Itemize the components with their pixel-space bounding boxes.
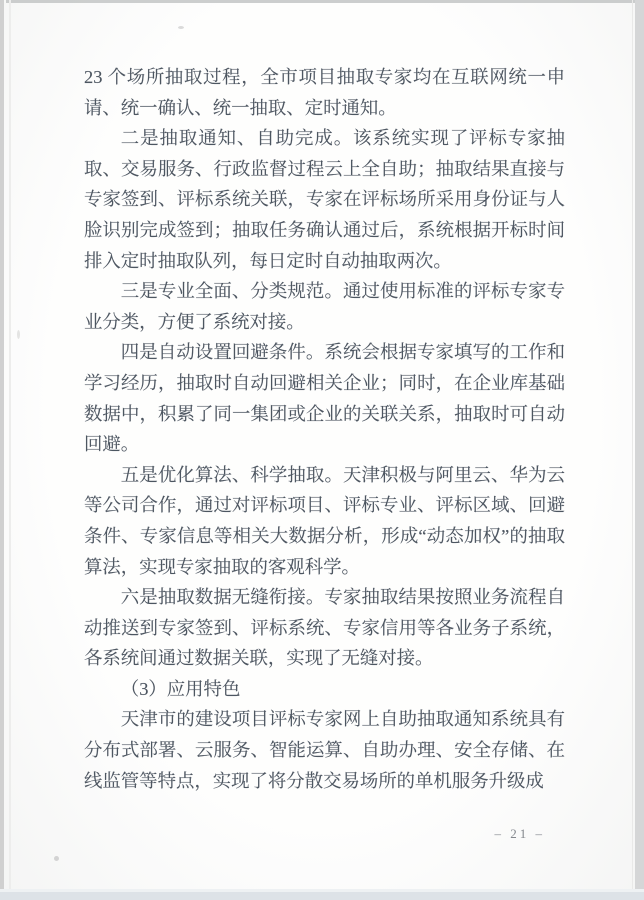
scan-edge-left (0, 0, 4, 900)
paragraph: 二是抽取通知、自助完成。该系统实现了评标专家抽取、交易服务、行政监督过程云上全自助；抽取结果直接与专家签到、评标系统关联，专家在评标场所采用身份证与人脸识别完成签到；抽取任务确认通过后，系统根据开标时间排入定时抽取队列，每日定时自动抽取两次。 (84, 128, 565, 271)
scan-edge-right (635, 0, 644, 900)
page-number: – 21 – (494, 826, 545, 841)
scan-speckle (54, 856, 59, 861)
paragraph: 23 个场所抽取过程，全市项目抽取专家均在互联网统一申请、统一确认、统一抽取、定时通知。 (84, 67, 565, 118)
scan-edge-left-line (9, 0, 11, 900)
scan-edge-right-line (632, 0, 633, 900)
scan-speckle (17, 330, 20, 339)
scan-edge-top (6, 0, 644, 3)
scan-edge-bottom (0, 892, 644, 900)
paragraph: 天津市的建设项目评标专家网上自助抽取通知系统具有分布式部署、云服务、智能运算、自助办理、安全存储、在线监管等特点，实现了将分散交易场所的单机服务升级成 (84, 709, 565, 791)
paragraph: （3）应用特色 (120, 678, 241, 699)
paragraph: 六是抽取数据无缝衔接。专家抽取结果按照业务流程自动推送到专家签到、评标系统、专家信用等各业务子系统，各系统间通过数据关联，实现了无缝对接。 (84, 587, 565, 669)
paragraph: 四是自动设置回避条件。系统会根据专家填写的工作和学习经历，抽取时自动回避相关企业；同时，在企业库基础数据中，积累了同一集团或企业的关联关系，抽取时可自动回避。 (84, 342, 565, 455)
paragraph: 五是优化算法、科学抽取。天津积极与阿里云、华为云等公司合作，通过对评标项目、评标专业、评标区域、回避条件、专家信息等相关大数据分析，形成“动态加权”的抽取算法，实现专家抽取的客观科学。 (84, 464, 565, 577)
scan-speckle (178, 26, 184, 29)
scan-edge-bottom-line (0, 889, 644, 892)
paragraph: 三是专业全面、分类规范。通过使用标准的评标专家专业分类，方便了系统对接。 (84, 281, 565, 332)
body-paragraphs (84, 62, 565, 796)
